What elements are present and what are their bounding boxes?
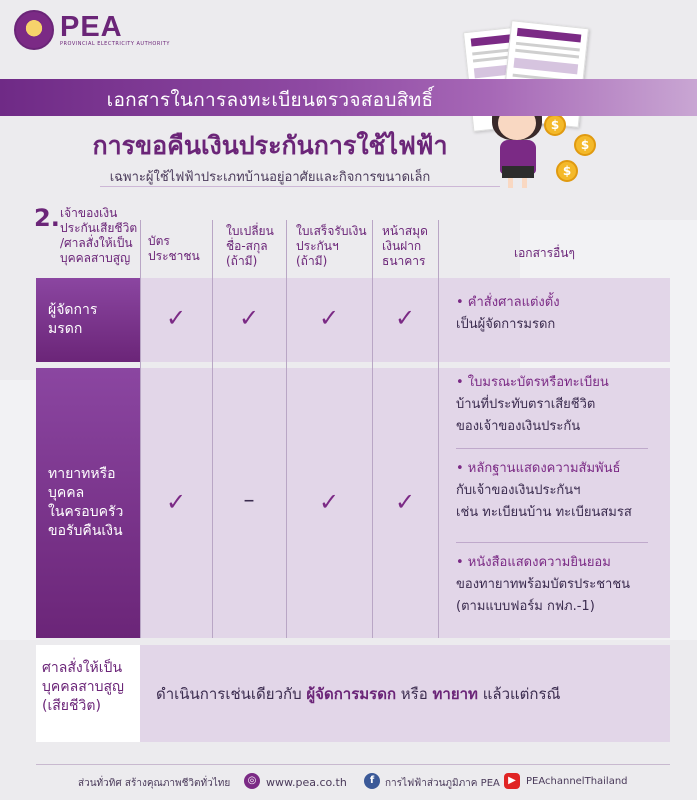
header-receipt: ใบเสร็จรับเงิน ประกันฯ (ถ้ามี) bbox=[296, 224, 367, 268]
logo-subtitle: PROVINCIAL ELECTRICITY AUTHORITY bbox=[60, 41, 170, 47]
header-other-docs: เอกสารอื่นๆ bbox=[514, 246, 575, 260]
footer-facebook-link[interactable]: การไฟฟ้าส่วนภูมิภาค PEA bbox=[385, 778, 500, 789]
footer-slogan: ส่วนทั่วทิศ สร้างคุณภาพชีวิตทั่วไทย bbox=[78, 778, 231, 789]
header-bankbook: หน้าสมุด เงินฝาก ธนาคาร bbox=[382, 224, 428, 268]
other-doc-item: • หนังสือแสดงความยินยอม ของทายาทพร้อมบัตรประชาชน (ตามแบบฟอร์ม กฟภ.-1) bbox=[456, 555, 631, 614]
youtube-icon: ▶ bbox=[504, 773, 520, 789]
footer-divider bbox=[36, 764, 670, 765]
check-icon: ✓ bbox=[165, 304, 187, 332]
coin-icon: $ bbox=[544, 114, 566, 136]
banner-title: เอกสารในการลงทะเบียนตรวจสอบสิทธิ์ bbox=[106, 89, 434, 111]
coin-icon: $ bbox=[574, 134, 596, 156]
background-shape bbox=[0, 380, 40, 640]
other-doc-divider bbox=[456, 542, 648, 543]
grid-line bbox=[286, 220, 287, 638]
grid-line bbox=[140, 220, 141, 638]
header-owner-label: เจ้าของเงิน ประกันเสียชีวิต /ศาลสั่งให้เป็น บุคคลสาบสูญ bbox=[60, 206, 138, 265]
pea-seal-icon bbox=[14, 10, 54, 50]
check-icon: ✓ bbox=[318, 488, 340, 516]
title-divider bbox=[100, 186, 500, 187]
page-subtitle: เฉพาะผู้ใช้ไฟฟ้าประเภทบ้านอยู่อาศัยและกิจการขนาดเล็ก bbox=[109, 170, 431, 185]
check-icon: ✓ bbox=[238, 304, 260, 332]
page-title: การขอคืนเงินประกันการใช้ไฟฟ้า bbox=[92, 131, 448, 160]
grid-line bbox=[372, 220, 373, 638]
other-doc-item: • ใบมรณะบัตรหรือทะเบียน บ้านที่ประทับตราเสียชีวิต ของเจ้าของเงินประกัน bbox=[456, 375, 609, 434]
missing-person-instruction: ดำเนินการเช่นเดียวกับ ผู้จัดการมรดก หรือ ทายาท แล้วแต่กรณี bbox=[156, 685, 561, 703]
coin-icon: $ bbox=[556, 160, 578, 182]
facebook-icon: f bbox=[364, 773, 380, 789]
row-label-missing-person: ศาลสั่งให้เป็น บุคคลสาบสูญ (เสียชีวิต) bbox=[36, 645, 140, 742]
logo-name: PEA bbox=[60, 11, 123, 43]
other-doc-item: • คำสั่งศาลแต่งตั้ง เป็นผู้จัดการมรดก bbox=[456, 295, 560, 332]
pea-logo bbox=[14, 10, 170, 50]
other-doc-divider bbox=[456, 448, 648, 449]
check-icon: ✓ bbox=[165, 488, 187, 516]
check-icon: ✓ bbox=[394, 488, 416, 516]
row-label-heir: ทายาทหรือ บุคคล ในครอบครัว ขอรับคืนเงิน bbox=[36, 368, 140, 638]
header-id-card: บัตร ประชาชน bbox=[148, 234, 200, 263]
dash-icon: – bbox=[243, 488, 255, 513]
check-icon: ✓ bbox=[318, 304, 340, 332]
grid-line bbox=[212, 220, 213, 638]
header-name-change: ใบเปลี่ยน ชื่อ-สกุล (ถ้ามี) bbox=[226, 224, 274, 268]
other-doc-item: • หลักฐานแสดงความสัมพันธ์ กับเจ้าของเงินประกันฯ เช่น ทะเบียนบ้าน ทะเบียนสมรส bbox=[456, 461, 632, 520]
footer-youtube-link[interactable]: PEAchannelThailand bbox=[526, 776, 628, 787]
check-icon: ✓ bbox=[394, 304, 416, 332]
grid-line bbox=[438, 220, 439, 638]
web-icon: ◎ bbox=[244, 773, 260, 789]
footer-website-link[interactable]: www.pea.co.th bbox=[266, 776, 347, 789]
section-number: 2. bbox=[34, 204, 60, 232]
row-label-estate-manager: ผู้จัดการ มรดก bbox=[36, 278, 140, 362]
